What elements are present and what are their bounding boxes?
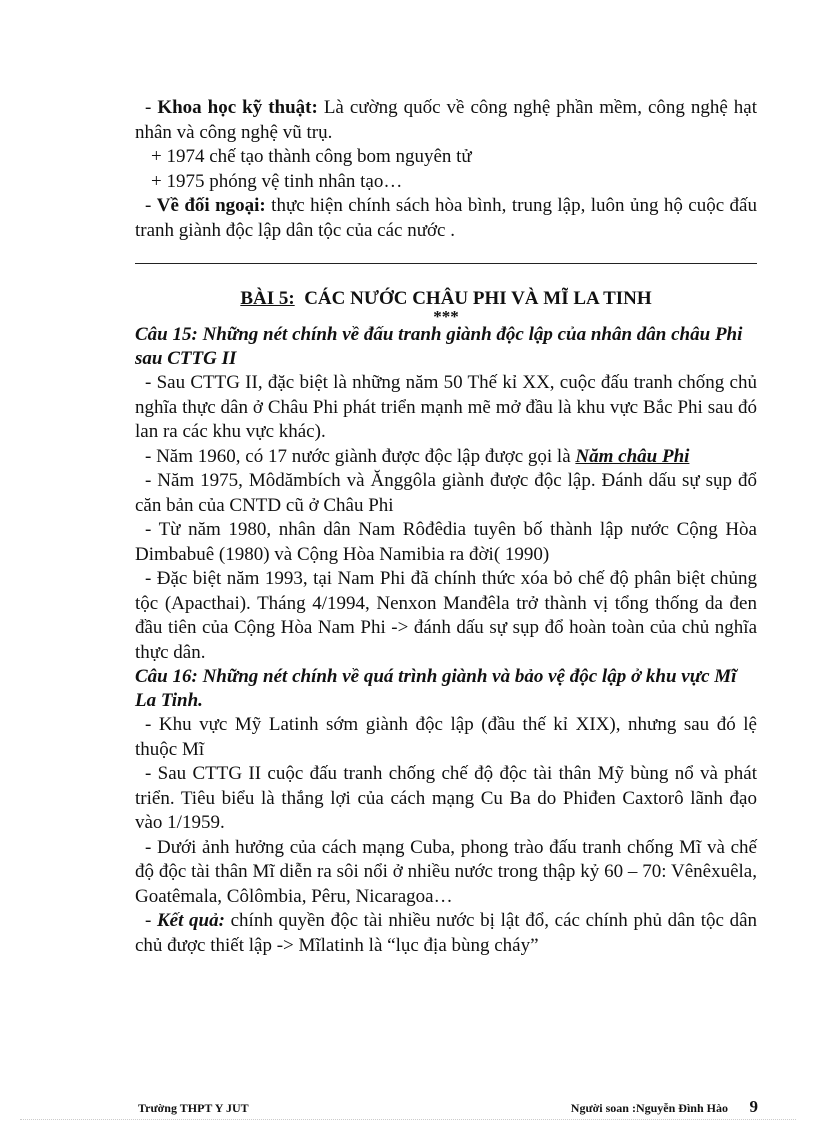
science-paragraph: - Khoa học kỹ thuật: Là cường quốc về công nghệ phần mềm, công nghệ hạt nhân và công nghệ vũ trụ. [135, 97, 758, 143]
footer-dotted-line [20, 1119, 796, 1120]
q15-paragraph-1: - Sau CTTG II, đặc biệt là những năm 50 Thế kỉ XX, cuộc đấu tranh chống chủ nghĩa thực dân ở Châu Phi phát triển mạnh mẽ mở đầu là khu vực Bắc Phi sau đó lan ra các khu vực khác). [135, 372, 757, 442]
nam-chau-phi-emphasis: Năm châu Phi [575, 445, 690, 467]
foreign-text: thực hiện chính sách hòa bình, trung lập, luôn ủng hộ cuộc đấu tranh giành độc lập dân tộc của các nước . [135, 195, 757, 241]
q15-paragraph-4: - Từ năm 1980, nhân dân Nam Rôđêdia tuyên bố thành lập nước Cộng Hòa Dimbabuê (1980) và Cộng Hòa Namibia ra đời( 1990) [135, 519, 757, 565]
science-text: Là cường quốc về công nghệ phần mềm, công nghệ hạt nhân và công nghệ vũ trụ. [135, 97, 758, 143]
page-footer [138, 1099, 758, 1121]
result-label: Kết quả: [157, 910, 225, 931]
lesson-label: BÀI 5: [240, 288, 295, 309]
question-15-heading: Câu 15: Những nét chính về đấu tranh giành độc lập của nhân dân châu Phi sau CTTG II [135, 324, 743, 369]
science-label: Khoa học kỹ thuật: [157, 97, 318, 118]
section-divider [135, 263, 757, 264]
q15-paragraph-3: - Năm 1975, Môdămbích và Ănggôla giành được độc lập. Đánh dấu sự sụp đổ căn bản của CNTD cũ ở Châu Phi [135, 470, 757, 516]
q15-paragraph-2: - Năm 1960, có 17 nước giành được độc lập được gọi là Năm châu Phi [145, 445, 690, 467]
q16-paragraph-1: - Khu vực Mỹ Latinh sớm giành độc lập (đầu thế kỉ XIX), nhưng sau đó lệ thuộc Mĩ [135, 714, 757, 760]
page-content [135, 96, 757, 958]
bullet-1974: + 1974 chế tạo thành công bom nguyên tử [151, 146, 472, 167]
footer-author: Người soan :Nguyễn Đình Hào [570, 1101, 728, 1115]
lesson-stars: *** [433, 307, 459, 326]
page-number: 9 [749, 1097, 758, 1116]
foreign-paragraph: - Về đối ngoại: thực hiện chính sách hòa bình, trung lập, luôn ủng hộ cuộc đấu tranh giành độc lập dân tộc của các nước . [135, 195, 757, 241]
question-16-heading: Câu 16: Những nét chính về quá trình giành và bảo vệ độc lập ở khu vực Mĩ La Tinh. [135, 666, 737, 711]
q16-paragraph-2: - Sau CTTG II cuộc đấu tranh chống chế độ độc tài thân Mỹ bùng nổ và phát triển. Tiêu biểu là thắng lợi của cách mạng Cu Ba do Phiđen Caxtorô lãnh đạo vào 1/1959. [135, 763, 757, 833]
q15-paragraph-5: - Đặc biệt năm 1993, tại Nam Phi đã chính thức xóa bỏ chế độ phân biệt chủng tộc (Apacthai). Tháng 4/1994, Nenxon Manđêla trở thành vị tổng thống da đen đầu tiên của Cộng Hòa Nam Phi -> đánh dấu sự sụp đổ hoàn toàn của chủ nghĩa thực dân. [135, 568, 757, 663]
q16-paragraph-3: - Dưới ảnh hưởng của cách mạng Cuba, phong trào đấu tranh chống Mĩ và chế độ độc tài thân Mĩ diễn ra sôi nổi ở nhiều nước trong thập kỷ 60 – 70: Vênêxuêla, Goatêmala, Côlômbia, Pêru, Nicaragoa… [135, 836, 757, 907]
q16-result: - Kết quả: chính quyền độc tài nhiều nước bị lật đổ, các chính phủ dân tộc dân chủ được thiết lập -> Mĩlatinh là “lục địa bùng cháy” [135, 910, 758, 956]
bullet-1975: + 1975 phóng vệ tinh nhân tạo… [151, 170, 403, 192]
lesson-title-text: CÁC NƯỚC CHÂU PHI VÀ MĨ LA TINH [304, 288, 652, 309]
result-text: chính quyền độc tài nhiều nước bị lật đổ, các chính phủ dân tộc dân chủ được thiết lập -> Mĩlatinh là “lục địa bùng cháy” [135, 910, 758, 956]
foreign-label: Về đối ngoại: [156, 195, 266, 216]
footer-school: Trường THPT Y JUT [138, 1101, 249, 1115]
